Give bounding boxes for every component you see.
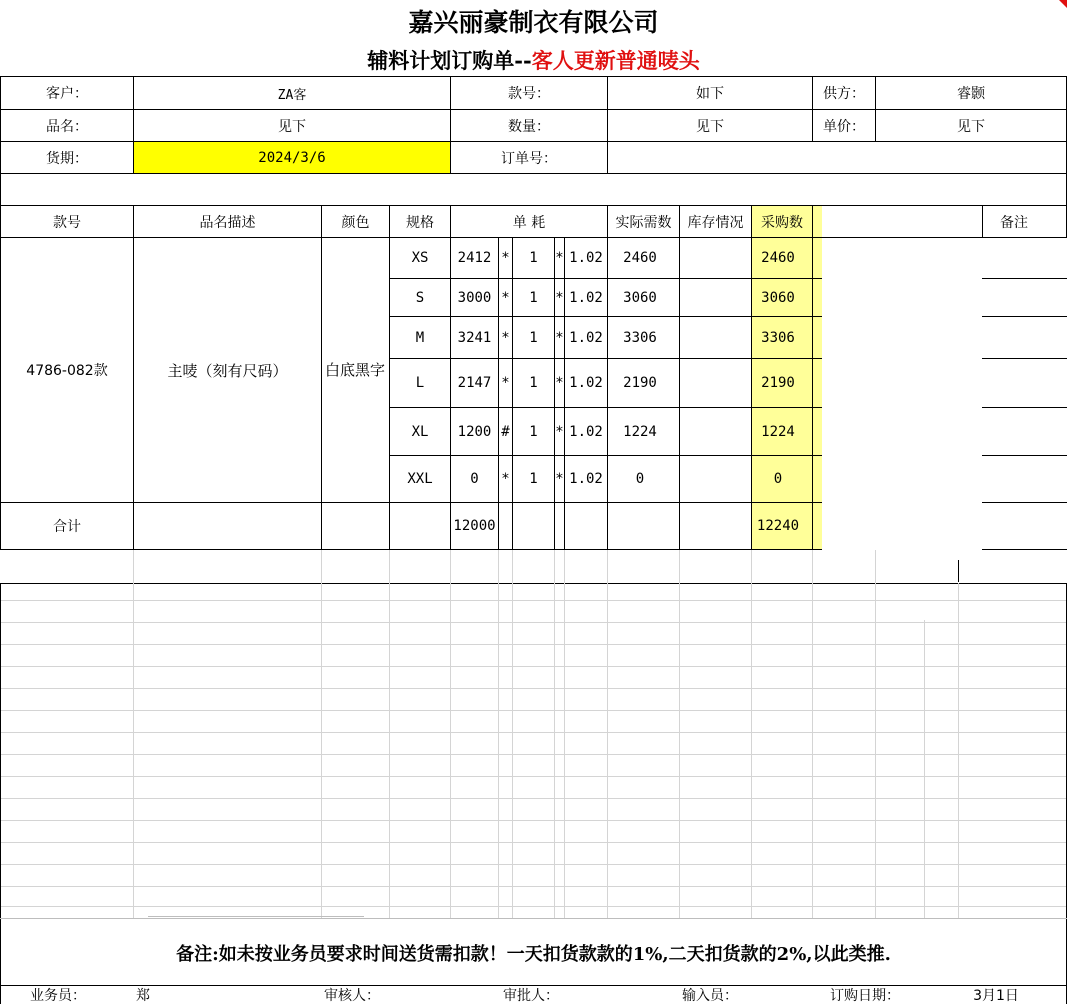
col-stock: 库存情况 — [687, 214, 744, 231]
col-purchase: 采购数 — [761, 214, 803, 231]
price-value: 见下 — [957, 118, 985, 135]
row-op2: * — [555, 250, 564, 266]
supplier-label: 供方： — [823, 86, 865, 102]
order-no-label: 订单号： — [501, 150, 557, 167]
qty-value: 见下 — [696, 118, 724, 135]
row-purchase[interactable]: 1224 — [761, 423, 795, 440]
qty-label: 数量： — [508, 118, 550, 135]
doc-title — [0, 44, 1067, 76]
order-date-label: 订购日期： — [830, 988, 900, 1004]
col-actual: 实际需数 — [615, 214, 672, 231]
row-factor: 1.02 — [569, 250, 603, 266]
row-actual: 2460 — [623, 250, 657, 266]
row-op2: * — [555, 289, 564, 306]
color-cell: 白底黑字 — [324, 360, 385, 379]
order-no-value — [608, 142, 1066, 173]
row-mult: 1 — [529, 289, 538, 306]
approver-label: 审批人： — [503, 988, 559, 1004]
row-mult: 1 — [529, 329, 538, 346]
total-label: 合计 — [53, 519, 81, 535]
row-actual: 3306 — [623, 329, 657, 346]
row-actual: 3060 — [623, 289, 657, 306]
row-purchase[interactable]: 2460 — [761, 250, 795, 266]
row-size: M — [415, 329, 425, 346]
style-label: 款号： — [508, 86, 550, 102]
row-mult: 1 — [529, 250, 538, 266]
desc-cell: 主唛（刻有尺码） — [167, 361, 288, 380]
col-color: 颜色 — [341, 214, 370, 231]
row-size: L — [415, 375, 425, 391]
row-size: S — [415, 289, 425, 306]
row-op: * — [501, 471, 510, 487]
total-purchase: 12240 — [756, 518, 800, 534]
row-mult: 1 — [529, 423, 538, 440]
col-remark: 备注 — [1000, 214, 1028, 231]
doc-title-main: 辅料计划订购单-- — [367, 48, 532, 73]
row-op: * — [501, 375, 510, 391]
row-size: XXL — [407, 471, 433, 487]
row-factor: 1.02 — [569, 423, 603, 440]
row-op: * — [501, 329, 510, 346]
row-actual: 0 — [635, 471, 645, 487]
inputter-label: 输入员： — [682, 988, 738, 1004]
delivery-label: 货期： — [46, 150, 88, 167]
row-mult: 1 — [529, 471, 538, 487]
row-qty: 0 — [470, 471, 479, 487]
row-qty: 2412 — [457, 250, 492, 266]
row-qty: 2147 — [457, 375, 492, 391]
product-value: 见下 — [278, 118, 306, 135]
row-size: XS — [411, 250, 429, 266]
row-op: * — [501, 250, 510, 266]
customer-label: 客户： — [46, 86, 88, 102]
row-factor: 1.02 — [569, 329, 603, 346]
order-date-value: 3月1日 — [973, 988, 1019, 1004]
col-desc: 品名描述 — [199, 214, 256, 231]
row-op: * — [501, 289, 510, 306]
doc-title-highlight: 客人更新普通唛头 — [531, 48, 700, 73]
row-purchase[interactable]: 2190 — [761, 375, 795, 391]
row-purchase[interactable]: 0 — [773, 471, 783, 487]
row-actual: 1224 — [623, 423, 657, 440]
row-op2: * — [555, 423, 564, 440]
reviewer-label: 审核人： — [324, 988, 380, 1004]
col-style-no: 款号 — [53, 214, 81, 231]
row-op2: * — [555, 375, 564, 391]
error-indicator-icon — [1059, 0, 1067, 8]
customer-value: ZA客 — [277, 87, 307, 103]
style-no-cell: 4786-082款 — [26, 363, 108, 379]
remark-note: 备注:如未按业务员要求时间送货需扣款！一天扣货款款的1%,二天扣货款的2%,以此类推. — [176, 944, 891, 965]
row-qty: 1200 — [457, 423, 492, 440]
supplier-value: 睿颢 — [957, 86, 985, 102]
salesman-value: 郑 — [136, 988, 150, 1004]
price-label: 单价： — [823, 118, 865, 135]
product-label: 品名： — [46, 118, 88, 135]
row-purchase[interactable]: 3306 — [761, 329, 795, 346]
col-unit: 单 耗 — [512, 214, 546, 231]
row-op2: * — [555, 329, 564, 346]
total-qty: 12000 — [453, 518, 496, 534]
row-op: # — [501, 423, 510, 440]
row-actual: 2190 — [623, 375, 657, 391]
row-op2: * — [555, 471, 564, 487]
delivery-value: 2024/3/6 — [258, 149, 326, 166]
row-mult: 1 — [529, 375, 538, 391]
row-factor: 1.02 — [569, 289, 603, 306]
company-title: 嘉兴丽豪制衣有限公司 — [408, 8, 659, 37]
row-purchase[interactable]: 3060 — [761, 289, 795, 306]
row-qty: 3000 — [457, 289, 492, 306]
col-size: 规格 — [406, 214, 434, 231]
salesman-label: 业务员： — [30, 988, 86, 1004]
row-size: XL — [411, 423, 429, 440]
row-factor: 1.02 — [569, 375, 603, 391]
row-qty: 3241 — [457, 329, 492, 346]
style-value: 如下 — [696, 86, 724, 102]
row-factor: 1.02 — [569, 471, 603, 487]
